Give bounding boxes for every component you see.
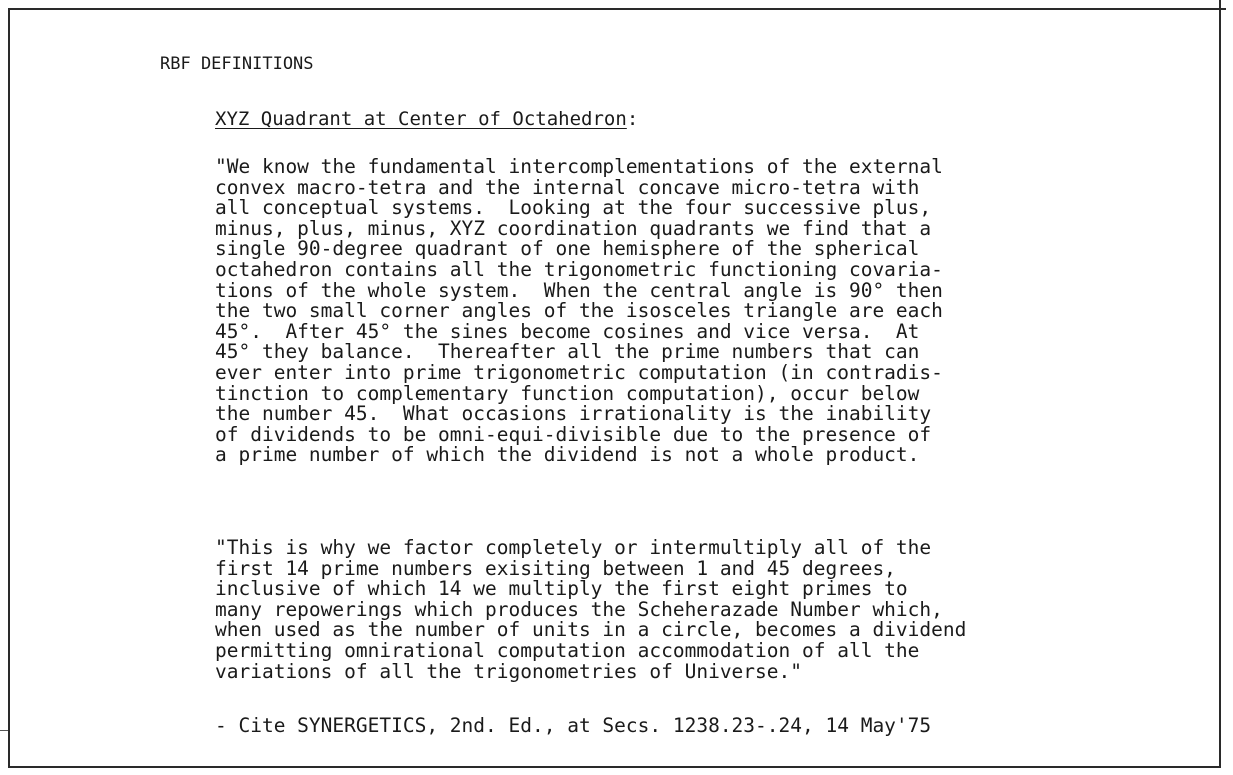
quote-paragraph-2 <box>215 538 966 682</box>
paragraph-line: octahedron contains all the trigonometric functioning covaria- <box>215 257 943 281</box>
paragraph-line: minus, plus, minus, XYZ coordination quadrants we find that a <box>215 216 932 240</box>
paragraph-line: all conceptual systems. Looking at the four successive plus, <box>215 196 932 220</box>
card-border-top <box>8 8 1226 10</box>
paragraph-line: ever enter into prime trigonometric computation (in contradis- <box>215 360 943 384</box>
paragraph-line: a prime number of which the dividend is not a whole product. <box>215 443 920 467</box>
paragraph-line: 45° they balance. Thereafter all the prime numbers that can <box>215 340 920 364</box>
card-header: RBF DEFINITIONS <box>160 54 314 74</box>
card-border-bottom <box>8 766 1221 768</box>
paragraph-line: of dividends to be omni-equi-divisible due to the presence of <box>215 422 932 446</box>
paragraph-line: tinction to complementary function computation), occur below <box>215 381 920 405</box>
entry-title-colon: : <box>626 108 639 130</box>
paragraph-line: first 14 prime numbers exisiting between 1 and 45 degrees, <box>215 556 896 580</box>
paragraph-line: "This is why we factor completely or intermultiply all of the <box>215 536 932 559</box>
paragraph-line: 45°. After 45° the sines become cosines and vice versa. At <box>215 319 920 343</box>
card-border-left <box>8 8 10 768</box>
paragraph-line: variations of all the trigonometries of Universe." <box>215 659 802 683</box>
paragraph-line: inclusive of which 14 we multiply the first eight primes to <box>215 577 908 601</box>
paragraph-line: the two small corner angles of the isosceles triangle are each <box>215 299 943 323</box>
paragraph-line: the number 45. What occasions irrationality is the inability <box>215 402 932 426</box>
card-border-right <box>1219 0 1221 768</box>
card-edge-mark <box>0 730 8 731</box>
quote-paragraph-1 <box>215 157 943 466</box>
paragraph-line: "We know the fundamental intercomplementations of the external <box>215 155 943 178</box>
citation: - Cite SYNERGETICS, 2nd. Ed., at Secs. 1238.23-.24, 14 May'75 <box>215 714 932 737</box>
entry-title <box>215 108 638 130</box>
paragraph-line: when used as the number of units in a circle, becomes a dividend <box>215 618 967 642</box>
paragraph-line: convex macro-tetra and the internal concave micro-tetra with <box>215 175 920 199</box>
entry-title-text: XYZ Quadrant at Center of Octahedron <box>215 108 627 130</box>
paragraph-line: permitting omnirational computation accommodation of all the <box>215 638 920 662</box>
paragraph-line: single 90-degree quadrant of one hemisphere of the spherical <box>215 237 920 261</box>
paragraph-line: tions of the whole system. When the central angle is 90° then <box>215 278 943 302</box>
paragraph-line: many repowerings which produces the Scheherazade Number which, <box>215 597 943 621</box>
